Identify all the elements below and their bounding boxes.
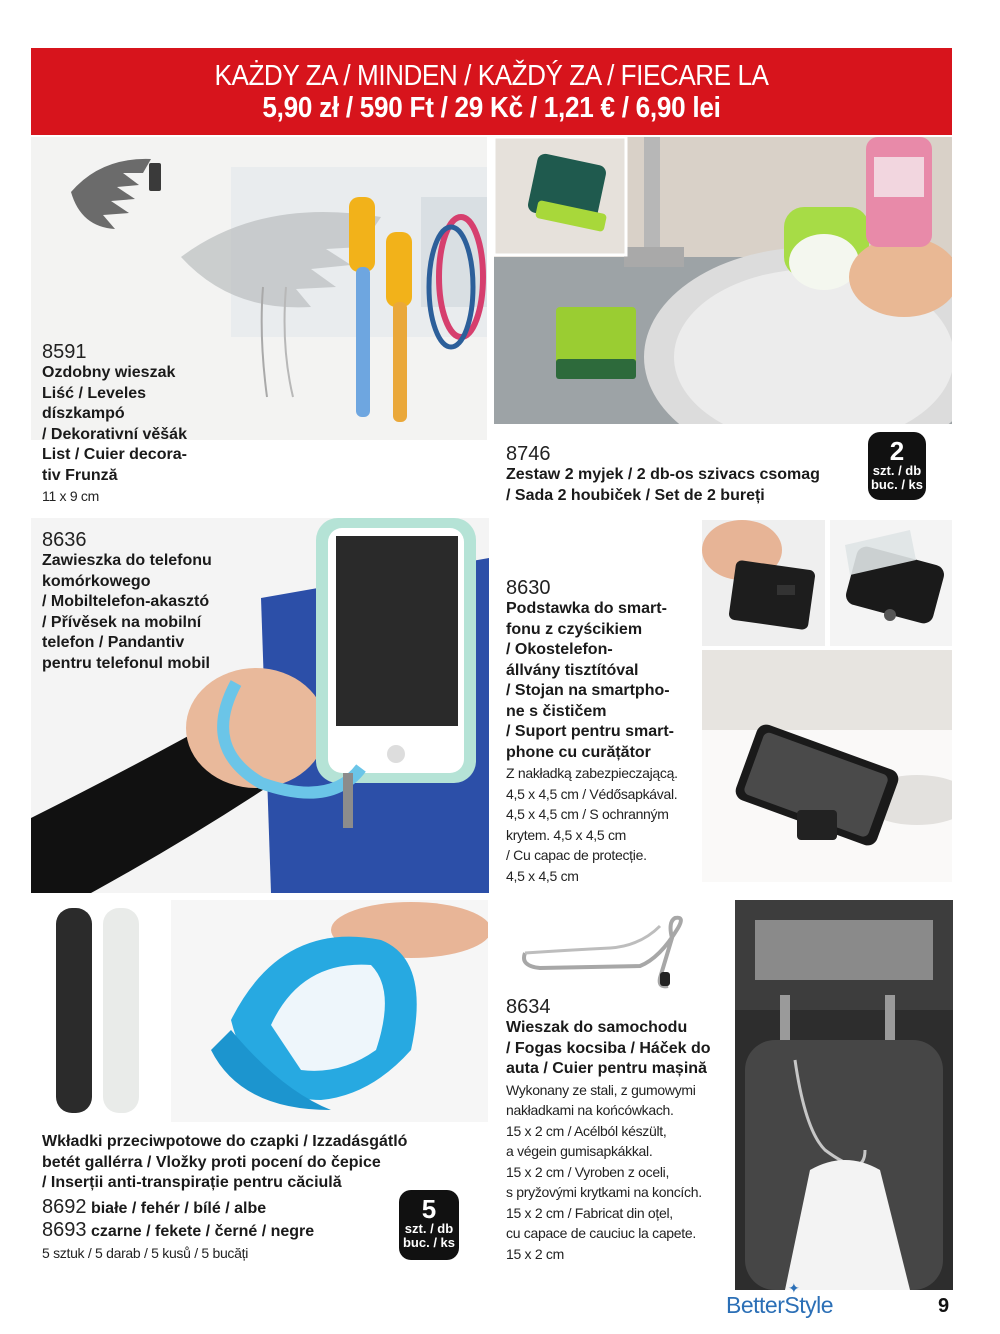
- photo-phone-stand-desk: [702, 650, 952, 882]
- photo-phone-stand-closed: [830, 520, 952, 646]
- badge-number: 2: [889, 436, 905, 466]
- photo-car-hook: [510, 908, 700, 998]
- product-8746: [506, 443, 851, 506]
- variant-label: białe / fehér / bílé / albe: [90, 1199, 267, 1217]
- photo-phone-stand-hand: [702, 520, 825, 646]
- photo-cap: [171, 900, 488, 1122]
- product-name: Zawieszka do telefonu komórkowego / Mobiltelefon-akasztó / Přívěsek na mobilní telefon / Pandantiv pentru telefonul mobil: [42, 552, 212, 672]
- product-8636: [42, 529, 242, 674]
- brand-logo: [726, 1280, 834, 1322]
- photo-car-hook-in-use: [735, 900, 953, 1290]
- badge-number: 5: [421, 1194, 437, 1224]
- brand-better: Better: [726, 1292, 785, 1318]
- product-description: Z nakładką zabezpieczającą. 4,5 x 4,5 cm / Védősapkával. 4,5 x 4,5 cm / S ochranným krytem. 4,5 x 4,5 cm / Cu capac de protecție. 4,5 x 4,5 cm: [506, 765, 678, 884]
- product-code: 8634: [506, 996, 551, 1018]
- product-name: Podstawka do smart- fonu z czyścikiem / Okostelefon- állvány tisztítóval / Stojan na smartpho- ne s čističem / Suport pentru smart- phone cu curățător: [506, 600, 675, 761]
- product-quantity: 5 sztuk / 5 darab / 5 kusů / 5 bucăți: [42, 1244, 249, 1261]
- product-size: 11 x 9 cm: [42, 488, 99, 504]
- banner-title: KAŻDY ZA / MINDEN / KAŽDÝ ZA / FIECARE LA: [214, 60, 769, 92]
- product-code: 8692: [42, 1195, 87, 1218]
- product-code: 8746: [506, 443, 551, 465]
- quantity-badge: [868, 432, 926, 500]
- product-8634: [506, 996, 741, 1264]
- product-name: Wkładki przeciwpotowe do czapki / Izzadásgátló betét gallérra / Vložky proti pocení do čepice / Inserții anti-transpirație pentru căciulă: [42, 1133, 408, 1191]
- brand-style: Style: [784, 1292, 834, 1318]
- product-code: 8636: [42, 529, 87, 551]
- photo-sweat-pads: [31, 900, 171, 1122]
- product-code: 8630: [506, 577, 551, 599]
- badge-unit: szt. / db buc. / ks: [870, 463, 924, 492]
- quantity-badge: [399, 1190, 459, 1260]
- badge-unit: szt. / db buc. / ks: [402, 1221, 456, 1250]
- page-number: 9: [938, 1295, 950, 1317]
- product-description: Wykonany ze stali, z gumowymi nakładkami na końcówkach. 15 x 2 cm / Acélból készült, a végein gumisapkákkal. 15 x 2 cm / Vyroben z oceli, s pryžovými krytkami na koncích. 15 x 2 cm / Fabricat din oțel, cu capace de cauciuc la capete. 15 x 2 cm: [506, 1081, 702, 1262]
- product-code: 8693: [42, 1219, 87, 1241]
- product-name: Wieszak do samochodu / Fogas kocsiba / Háček do auta / Cuier pentru mașină: [506, 1019, 711, 1077]
- product-name: Ozdobny wieszak Liść / Leveles díszkampó / Dekorativní věšák List / Cuier decora- tiv Frunză: [42, 364, 187, 484]
- product-code: 8591: [42, 341, 87, 363]
- sparkle-icon: ✦: [788, 1280, 800, 1296]
- variant-label: czarne / fekete / černé / negre: [90, 1223, 315, 1240]
- banner-prices: 5,90 zł / 590 Ft / 29 Kč / 1,21 € / 6,90 lei: [262, 92, 721, 124]
- photo-sponges: [494, 137, 952, 424]
- product-name: Zestaw 2 myjek / 2 db-os szivacs csomag / Sada 2 houbiček / Set de 2 bureți: [506, 466, 820, 504]
- price-banner: [31, 48, 952, 135]
- product-8591: [42, 341, 222, 507]
- product-8630: [506, 577, 701, 886]
